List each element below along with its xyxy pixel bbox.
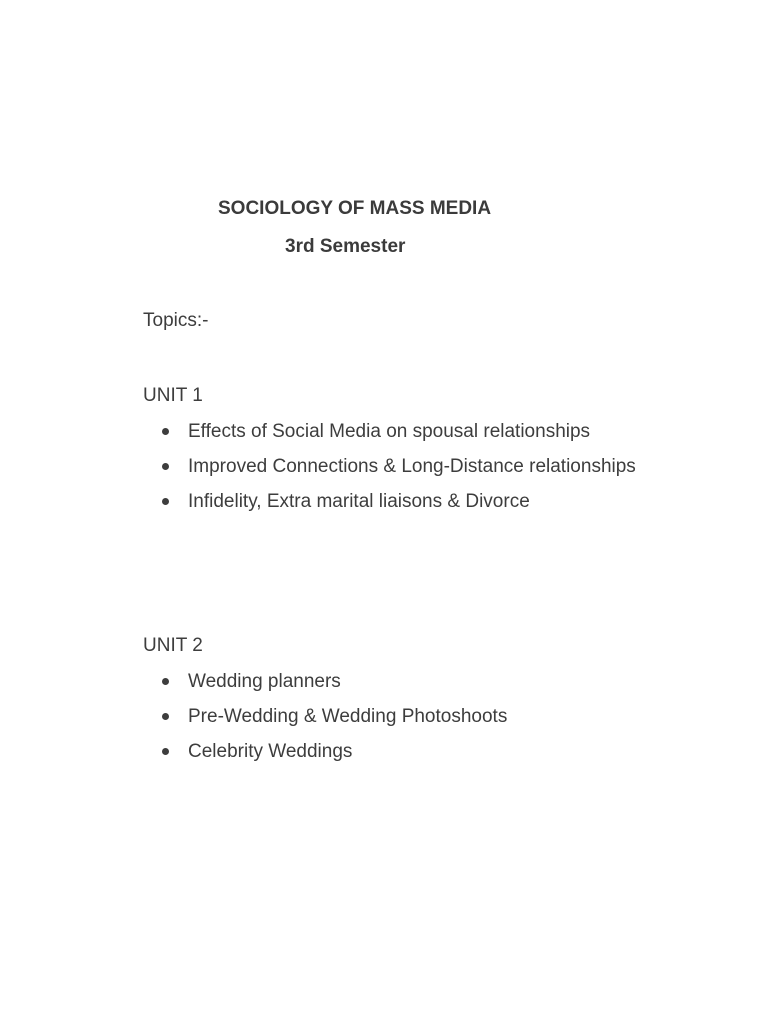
list-item-text: Infidelity, Extra marital liaisons & Divorce [188,491,530,512]
list-item-text: Pre-Wedding & Wedding Photoshoots [188,706,508,727]
list-item-text: Wedding planners [188,671,341,692]
bullet-icon [162,678,169,685]
unit-2-topic-list [160,664,640,769]
document-title: SOCIOLOGY OF MASS MEDIA [218,198,492,219]
bullet-icon [162,463,169,470]
bullet-icon [162,748,169,755]
list-item-text: Effects of Social Media on spousal relationships [188,421,591,442]
bullet-icon [162,428,169,435]
document-subtitle: 3rd Semester [285,236,406,257]
bullet-icon [162,713,169,720]
unit-1-topic-list [160,414,640,519]
list-item [160,414,640,449]
list-item [160,449,640,484]
topics-label: Topics:- [143,310,209,331]
list-item [160,484,640,519]
list-item [160,699,640,734]
unit-1-heading: UNIT 1 [143,385,203,406]
list-item [160,664,640,699]
bullet-icon [162,498,169,505]
list-item-text: Celebrity Weddings [188,741,353,762]
list-item [160,734,640,769]
list-item-text: Improved Connections & Long-Distance relationships [188,456,636,477]
unit-2-heading: UNIT 2 [143,635,203,656]
